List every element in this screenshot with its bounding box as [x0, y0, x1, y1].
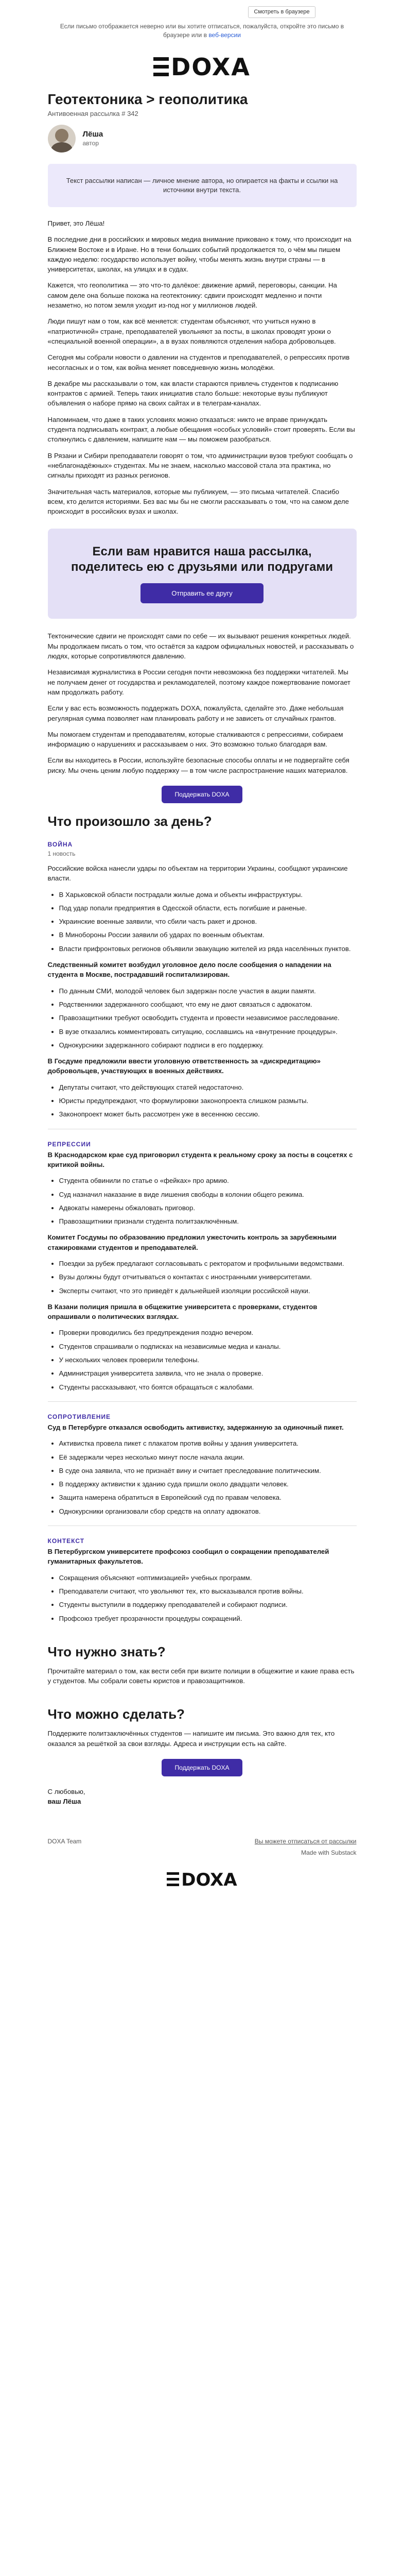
list-item: • Студентов спрашивали о подписках на независимые медиа и каналы.	[59, 1342, 357, 1351]
list-item: • Суд назначил наказание в виде лишения свободы в колонии общего режима.	[59, 1190, 357, 1199]
footer	[48, 1838, 357, 1845]
news-lead: В Петербургском университете профсоюз сообщил о сокращении преподавателей гуманитарных факультетов.	[47, 1548, 329, 1566]
news-lead: В Госдуме предложили ввести уголовную ответственность за «дискредитацию» добровольцев, участвующих в военных действиях.	[47, 1057, 321, 1075]
support-section	[48, 631, 357, 803]
list-item: • В поддержку активистки к зданию суда пришли около двадцати человек.	[59, 1479, 357, 1489]
web-version-button[interactable]: Смотреть в браузере	[248, 6, 315, 18]
list-item: • Вузы должны будут отчитываться о контактах с иностранными университетами.	[59, 1272, 357, 1282]
list-item: • Преподаватели считают, что увольняют тех, кто высказывался против войны.	[59, 1586, 357, 1596]
list-item: • Правозащитники признали студента политзаключённым.	[59, 1216, 357, 1226]
intro-paragraph: В декабре мы рассказывали о том, как власти стараются привлечь студентов к подписанию контрактов с армией. Теперь таких инициатив стало больше: некоторые вузы публикуют объявления о наборе прямо на своих сайтах и в телеграм-каналах.	[47, 379, 339, 408]
support-paragraph: Если вы находитесь в России, используйте безопасные способы оплаты и не подвергайте себя риску. Мы очень ценим любую поддержку — в том числе распространение наших материалов.	[47, 756, 349, 774]
list-item: • По данным СМИ, молодой человек был задержан после участия в акции памяти.	[59, 986, 357, 996]
share-block	[48, 529, 357, 619]
disclaimer-note: Текст рассылки написан — личное мнение автора, но опирается на факты и ссылки на источники внутри текста.	[48, 164, 357, 207]
support-paragraph: Тектонические сдвиги не происходят сами по себе — их вызывают решения конкретных людей. Мы продолжаем писать о том, что остаётся за кадром официальных новостей, и рассказывать о людях, которые сопротивляются давлению.	[47, 632, 354, 660]
footer-sender: DOXA Team	[47, 1837, 82, 1845]
web-version-link[interactable]: веб-версии	[208, 31, 241, 39]
list-item: • Депутаты считают, что действующих статей недостаточно.	[59, 1082, 357, 1092]
news-lead: Следственный комитет возбудил уголовное дело после сообщения о нападении на студента в Москве, пострадавший госпитализирован.	[47, 961, 331, 979]
list-item: • Эксперты считают, что это приведёт к дальнейшей изоляции российской науки.	[59, 1286, 357, 1296]
news-section-context	[48, 1537, 357, 1623]
news-lead: В Краснодарском крае суд приговорил студента к реальному сроку за посты в соцсетях с критикой войны.	[47, 1150, 353, 1168]
what-happened-title: Что произошло за день?	[47, 813, 212, 829]
issue-label: Антивоенная рассылка # 342	[47, 110, 138, 117]
avatar	[48, 125, 76, 152]
list-item: • Профсоюз требует прозрачности процедуры сокращений.	[59, 1614, 357, 1623]
news-list	[48, 986, 357, 1050]
list-item: • В Минобороны России заявили об ударах по военным объектам.	[59, 930, 357, 940]
unsubscribe-link[interactable]: Вы можете отписаться от рассылки	[254, 1837, 357, 1845]
author-block	[48, 125, 357, 152]
intro-paragraph: В последние дни в российских и мировых медиа внимание приковано к тому, что происходит на Ближнем Востоке и в Иране. Но в тени больших событий продолжается то, о чём мы пишем каждую неделю: государство использует войну, чтобы менять жизнь внутри страны — в университетах, школах, на улицах и в судах.	[47, 235, 352, 274]
footer-secondary	[48, 1849, 357, 1856]
list-item: • Администрация университета заявила, что не знала о проверке.	[59, 1368, 357, 1378]
doxa-logo-mark-icon	[167, 1872, 179, 1887]
section-category: ВОЙНА	[47, 840, 73, 848]
list-item: • Поездки за рубеж предлагают согласовывать с ректоратом и профильными ведомствами.	[59, 1259, 357, 1268]
list-item: • В вузе отказались комментировать ситуацию, сославшись на «внутренние процедуры».	[59, 1027, 357, 1037]
donate-button-bottom[interactable]: Поддержать DOXA	[162, 1759, 243, 1776]
list-item: • Законопроект может быть рассмотрен уже в весеннюю сессию.	[59, 1109, 357, 1119]
intro-section	[48, 218, 357, 516]
share-title: Если вам нравится наша рассылка, поделитесь ею с друзьями или подругами	[71, 545, 333, 574]
intro-paragraph: Напоминаем, что даже в таких условиях можно отказаться: никто не вправе принуждать студента подписывать контракт, а любые обещания «особых условий» стоит проверять. Если вы столкнулись с давлением, напишите нам — мы поможем разобраться.	[47, 415, 355, 444]
news-list	[48, 1438, 357, 1516]
news-lead: В Казани полиция пришла в общежитие университета с проверками, студентов опрашивали о политических взглядах.	[47, 1302, 318, 1321]
intro-paragraph: Люди пишут нам о том, как всё меняется: студентам объясняют, что учиться нужно в «патриотичной» стране, преподавателей увольняют за посты, в школах проводят уроки о «специальной военной операции», а в вузах появляются отделения набора добровольцев.	[47, 317, 336, 345]
list-item: • Сокращения объясняют «оптимизацией» учебных программ.	[59, 1573, 357, 1583]
news-list	[48, 1082, 357, 1120]
intro-paragraph: Привет, это Лёша!	[47, 219, 105, 227]
news-list	[48, 1176, 357, 1226]
list-item: • В Харьковской области пострадали жилые дома и объекты инфраструктуры.	[59, 890, 357, 900]
intro-paragraph: Значительная часть материалов, которые мы публикуем, — это письма читателей. Спасибо всем, кто делится историями. Без вас мы бы не смогли рассказывать о том, что на самом деле происходит в российских вузах и школах.	[47, 487, 349, 516]
list-item: • Защита намерена обратиться в Европейский суд по правам человека.	[59, 1493, 357, 1502]
list-item: • Украинские военные заявили, что сбили часть ракет и дронов.	[59, 917, 357, 926]
important-text: Прочитайте материал о том, как вести себя при визите полиции в общежитие и какие права есть у студентов. Мы собрали советы юристов и правозащитников.	[47, 1667, 355, 1685]
todo-text: Поддержите политзаключённых студентов — напишите им письма. Это важно для тех, кто оказался за решёткой за свои взгляды. Адреса и инструкции есть на сайте.	[47, 1730, 335, 1748]
newsletter-title: Геотектоника > геополитика	[47, 91, 248, 107]
list-item: • Студенты рассказывают, что боятся обращаться с жалобами.	[59, 1382, 357, 1392]
news-lead: Суд в Петербурге отказался освободить активистку, задержанную за одиночный пикет.	[47, 1423, 344, 1431]
powered-by-text: Made with Substack	[301, 1849, 357, 1856]
news-lead: Российские войска нанесли удары по объектам на территории Украины, сообщают украинские власти.	[47, 864, 348, 883]
news-section-war	[48, 841, 357, 1120]
header-notice	[48, 0, 357, 40]
donate-button[interactable]: Поддержать DOXA	[162, 786, 243, 803]
todo-title: Что можно сделать?	[47, 1706, 185, 1722]
list-item: • Адвокаты намерены обжаловать приговор.	[59, 1203, 357, 1213]
list-item: • Под удар попали предприятия в Одесской области, есть погибшие и раненые.	[59, 903, 357, 913]
news-list	[48, 1573, 357, 1623]
important-title: Что нужно знать?	[47, 1643, 166, 1659]
list-item: • Проверки проводились без предупреждения поздно вечером.	[59, 1328, 357, 1337]
header-notice-text: Если письмо отображается неверно или вы хотите отписаться, пожалуйста, откройте это письмо в браузере или в	[60, 23, 344, 39]
list-item: • Правозащитники требуют освободить студента и провести независимое расследование.	[59, 1013, 357, 1023]
intro-paragraph: Кажется, что геополитика — это что-то далёкое: движение армий, переговоры, санкции. На самом деле она больше похожа на геотектонику: сдвиги происходят медленно и почти незаметно, но потом земля уходит из-под ног у миллионов людей.	[47, 281, 337, 310]
support-paragraph: Если у вас есть возможность поддержать DOXA, пожалуйста, сделайте это. Даже небольшая регулярная сумма позволяет нам планировать работу и не зависеть от случайных грантов.	[47, 704, 344, 722]
signoff	[48, 1787, 357, 1807]
intro-paragraph: В Рязани и Сибири преподаватели говорят о том, что администрации вузов требуют сообщать о «неблагонадёжных» студентах. Мы не знаем, насколько массовой стала эта практика, но сигналы приходят из разных регионов.	[47, 451, 353, 480]
signoff-line: ваш Лёша	[47, 1798, 81, 1806]
doxa-logo: DOXA	[48, 53, 357, 81]
share-button[interactable]: Отправить ее другу	[140, 583, 264, 603]
list-item: • Студента обвинили по статье о «фейках» про армию.	[59, 1176, 357, 1185]
section-category: СОПРОТИВЛЕНИЕ	[47, 1413, 111, 1420]
support-paragraph: Мы помогаем студентам и преподавателям, которые сталкиваются с репрессиями, собираем информацию о нарушениях и рассказываем о них. Это возможно только благодаря вам.	[47, 730, 343, 749]
divider	[48, 1401, 357, 1402]
list-item: • Власти прифронтовых регионов объявили эвакуацию жителей из ряда населённых пунктов.	[59, 944, 357, 954]
author-name: Лёша	[82, 129, 103, 139]
news-list	[48, 1328, 357, 1392]
news-section-repressions	[48, 1141, 357, 1392]
newsletter-body	[48, 0, 357, 1890]
signoff-line: С любовью,	[47, 1788, 85, 1796]
doxa-logo-mark-icon	[153, 57, 169, 77]
list-item: • У нескольких человек проверили телефоны.	[59, 1355, 357, 1365]
list-item: • В суде она заявила, что не признаёт вину и считает преследование политическим.	[59, 1466, 357, 1476]
list-item: • Студенты выступили в поддержку преподавателей и собирают подписи.	[59, 1600, 357, 1609]
support-paragraph: Независимая журналистика в России сегодня почти невозможна без поддержки читателей. Мы не получаем денег от государства и рекламодателей, поэтому каждое пожертвование помогает нам продолжать работу.	[47, 668, 350, 696]
footer-logo: DOXA	[48, 1870, 357, 1890]
author-role: автор	[82, 139, 99, 147]
list-item: • Её задержали через несколько минут после начала акции.	[59, 1452, 357, 1462]
list-item: • Однокурсники задержанного собирают подписи в его поддержку.	[59, 1040, 357, 1050]
news-list	[48, 890, 357, 954]
section-category: РЕПРЕССИИ	[47, 1140, 91, 1148]
intro-paragraph: Сегодня мы собрали новости о давлении на студентов и преподавателей, о репрессиях против несогласных и о том, как война меняет повседневную жизнь молодёжи.	[47, 353, 350, 371]
list-item: • Однокурсники организовали сбор средств на оплату адвокатов.	[59, 1506, 357, 1516]
list-item: • Активистка провела пикет с плакатом против войны у здания университета.	[59, 1438, 357, 1448]
news-lead: Комитет Госдумы по образованию предложил ужесточить контроль за зарубежными стажировками студентов и преподавателей.	[47, 1233, 337, 1251]
list-item: • Юристы предупреждают, что формулировки законопроекта слишком размыты.	[59, 1096, 357, 1106]
section-count: 1 новость	[47, 850, 76, 857]
news-list	[48, 1259, 357, 1296]
list-item: • Родственники задержанного сообщают, что ему не дают связаться с адвокатом.	[59, 999, 357, 1009]
section-category: КОНТЕКСТ	[47, 1537, 85, 1545]
news-section-resistance	[48, 1413, 357, 1516]
